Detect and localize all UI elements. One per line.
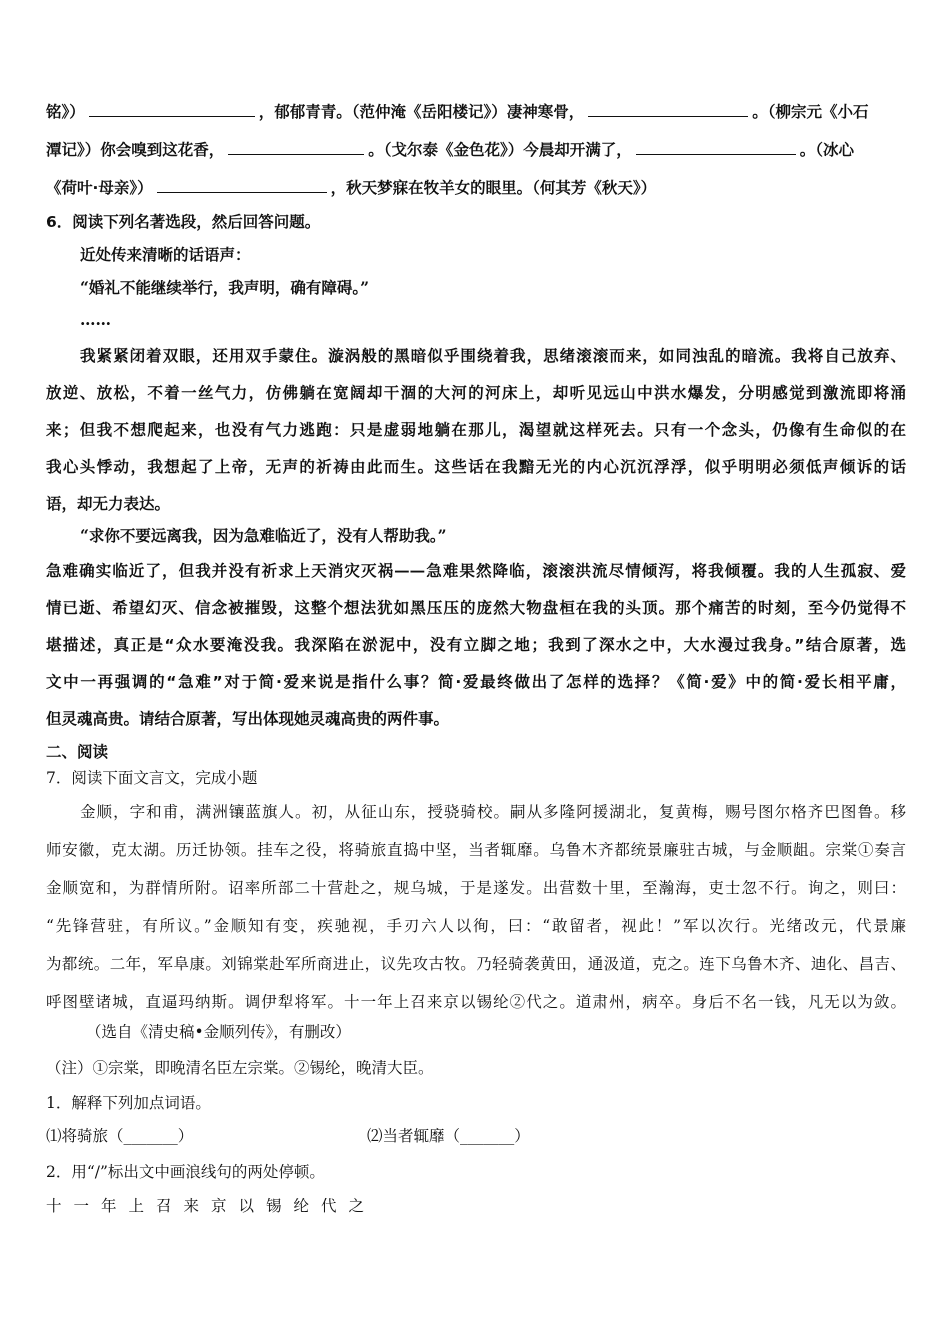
q6-passage-line: 我心头悸动，我想起了上帝，无声的祈祷由此而生。这些话在我黯无光的内心沉沉浮浮，似乎明明必须低声倾诉的话 <box>46 457 906 476</box>
q7-title: 7．阅读下面文言文，完成小题 <box>46 769 258 787</box>
q7-sub1-item-2: ⑵当者辄靡（_______） <box>367 1127 530 1145</box>
poem-fill-text: 潭记》）你会嗅到这花香， <box>46 141 225 159</box>
q7-note: （注）①宗棠，即晚清名臣左宗棠。②锡纶，晚清大臣。 <box>46 1059 434 1077</box>
poem-fill-text: 铭》） <box>46 103 85 121</box>
q6-title: 6．阅读下列名著选段，然后回答问题。 <box>46 213 321 231</box>
q7-sub2-title: 2．用“/”标出文中画浪线句的两处停顿。 <box>46 1163 325 1181</box>
poem-fill-text: 。（冰心 <box>799 141 855 159</box>
q6-passage-line: 语，却无力表达。 <box>46 494 171 513</box>
q7-passage-line: 为都统。二年，军阜康。刘锦棠赴军所商进止，议先攻古牧。乃轻骑袭黄田，通汲道，克之。连下乌鲁木齐、迪化、昌吉、 <box>46 955 906 973</box>
answer-blank[interactable] <box>636 140 796 155</box>
q7-sub1-item-1: ⑴将骑旅（_______） <box>46 1127 194 1145</box>
q7-source: （选自《清史稿•金顺列传》，有删改） <box>86 1023 351 1041</box>
q6-passage-line: 放逆、放松，不着一丝气力，仿佛躺在宽阔却干涸的大河的河床上，却听见远山中洪水爆发，分明感觉到激流即将涌 <box>46 383 906 402</box>
poem-fill-text: 。（柳宗元《小石 <box>752 103 869 121</box>
q7-passage-line: 师安徽，克太湖。历迁协领。挂车之役，将骑旅直捣中坚，当者辄靡。乌鲁木齐都统景廉驻古城，与金顺龃。宗棠①奏言 <box>46 841 906 859</box>
poem-fill-text: 《荷叶·母亲》） <box>46 179 153 197</box>
answer-blank[interactable] <box>157 178 327 193</box>
q7-passage-line: 金顺，字和甫，满洲镶蓝旗人。初，从征山东，授骁骑校。嗣从多隆阿援湖北，复黄梅，赐号图尔格齐巴图鲁。移 <box>80 803 906 821</box>
q6-passage-line: 我紧紧闭着双眼，还用双手蒙住。漩涡般的黑暗似乎围绕着我，思绪滚滚而来，如同浊乱的暗流。我将自己放弃、 <box>80 346 906 365</box>
poem-fill-line-1 <box>46 102 869 122</box>
poem-fill-text: ，郁郁青青。（范仲淹《岳阳楼记》）凄神寒骨， <box>258 103 585 121</box>
q6-question-line: 堪描述，真正是“众水要淹没我。我深陷在淤泥中，没有立脚之地；我到了深水之中，大水漫过我身。”结合原著，选 <box>46 636 906 654</box>
q6-quote-1: “婚礼不能继续举行，我声明，确有障碍。” <box>80 278 370 297</box>
q6-passage-line: 近处传来清晰的话语声： <box>80 245 251 264</box>
q7-sub1-title: 1．解释下列加点词语。 <box>46 1094 211 1112</box>
poem-fill-line-2 <box>46 140 854 160</box>
poem-fill-text: 。（戈尔泰《金色花》）今晨却开满了， <box>368 141 632 159</box>
q6-question-line: 文中一再强调的“急难”对于简·爱来说是指什么事？简·爱最终做出了怎样的选择？《简·爱》中的简·爱长相平庸， <box>46 673 906 691</box>
q7-passage-line: 金顺宽和，为群情所附。诏率所部二十营赴之，规乌城，于是遂发。出营数十里，至瀚海，吏士忽不行。询之，则曰： <box>46 879 906 897</box>
q7-sub2-sentence: 十一年上召来京以锡纶代之 <box>46 1197 377 1215</box>
q6-quote-2: “求你不要远离我，因为急难临近了，没有人帮助我。” <box>80 526 447 545</box>
q6-ellipsis: …… <box>80 310 111 329</box>
q6-question-line: 但灵魂高贵。请结合原著，写出体现她灵魂高贵的两件事。 <box>46 710 450 728</box>
answer-blank[interactable] <box>228 140 364 155</box>
answer-blank[interactable] <box>588 102 748 117</box>
answer-blank[interactable] <box>89 102 255 117</box>
q6-question-line: 急难确实临近了，但我并没有祈求上天消灾灭祸——急难果然降临，滚滚洪流尽情倾泻，将我倾覆。我的人生孤寂、爱 <box>46 561 906 580</box>
q7-passage-line: “先锋营驻，有所议。”金顺知有变，疾驰视，手刃六人以徇，曰：“敢留者，视此！”军以次行。光绪改元，代景廉 <box>46 917 906 935</box>
q7-passage-line: 呼图壁诸城，直逼玛纳斯。调伊犁将军。十一年上召来京以锡纶②代之。道肃州，病卒。身后不名一钱，凡无以为敛。 <box>46 993 906 1011</box>
q6-question-line: 情已逝、希望幻灭、信念被摧毁，这整个想法犹如黑压压的庞然大物盘桓在我的头顶。那个痛苦的时刻，至今仍觉得不 <box>46 598 906 617</box>
q6-passage-line: 来；但我不想爬起来，也没有气力逃跑：只是虚弱地躺在那儿，渴望就这样死去。只有一个念头，仍像有生命似的在 <box>46 420 906 439</box>
section-heading: 二、阅读 <box>46 743 109 761</box>
poem-fill-text: ，秋天梦寐在牧羊女的眼里。（何其芳《秋天》） <box>330 179 657 197</box>
poem-fill-line-3 <box>46 178 656 198</box>
